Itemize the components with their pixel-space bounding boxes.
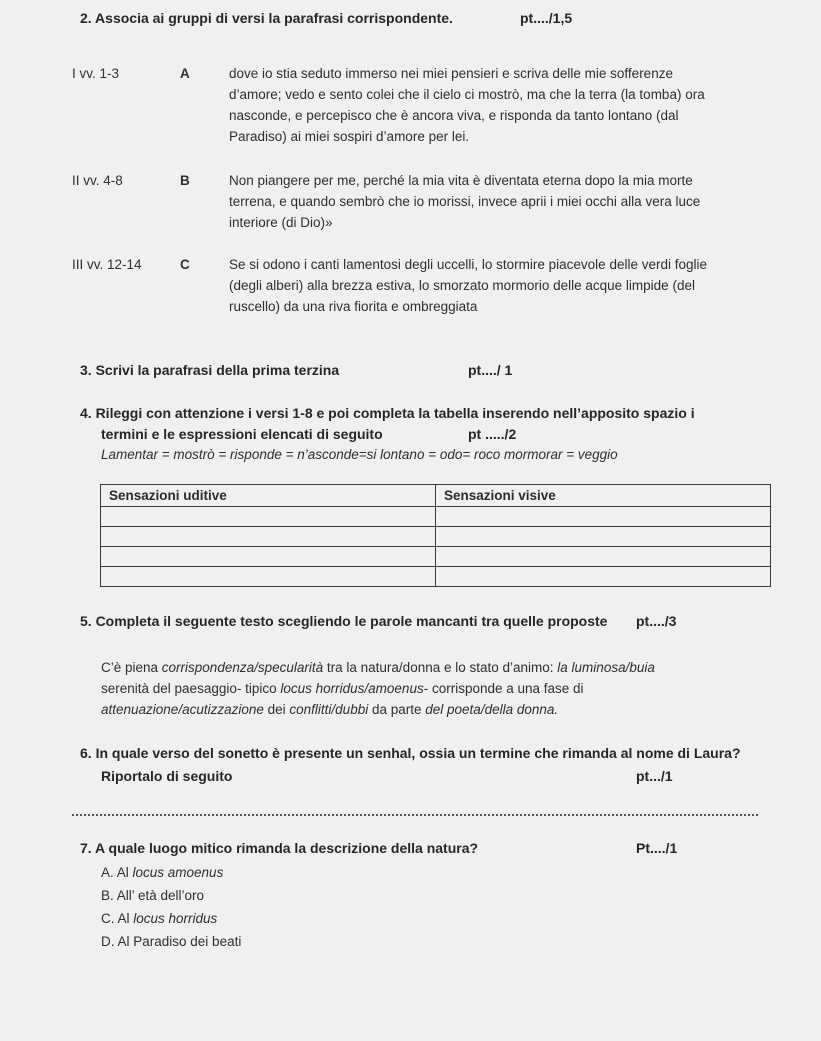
q6-subtitle: Riportalo di seguito (101, 768, 233, 784)
q5-choice[interactable]: conflitti/dubbi (289, 702, 369, 717)
table-row (101, 567, 771, 587)
table-cell[interactable] (101, 527, 436, 547)
option-a-text (229, 63, 705, 147)
option-c-line-2: (degli alberi) alla brezza estiva, lo smorzato mormorio delle acque limpide (del (229, 278, 695, 293)
option-prefix: C. Al (101, 911, 134, 926)
q5-choice[interactable]: la luminosa/buia (557, 660, 655, 675)
q5-text-span: - corrisponde a una fase di (423, 681, 584, 696)
option-text: locus amoenus (132, 865, 224, 880)
table-cell[interactable] (101, 567, 436, 587)
q7-points: Pt..../1 (636, 840, 678, 856)
q5-text (101, 657, 655, 720)
q6-title: 6. In quale verso del sonetto è presente un senhal, ossia un termine che rimanda al nome di Laura? (80, 745, 741, 761)
table-cell[interactable] (436, 547, 771, 567)
table-cell[interactable] (101, 507, 436, 527)
option-letter-b: B (180, 173, 190, 188)
option-prefix: D. Al Paradiso dei beati (101, 934, 242, 949)
option-c-text (229, 254, 707, 317)
q5-text-span: dei (263, 702, 290, 717)
group-label-2: II vv. 4-8 (72, 173, 123, 188)
q5-text-span: C’è piena (101, 660, 162, 675)
q4-title-line2: termini e le espressioni elencati di seguito (101, 426, 383, 442)
q7-option-d[interactable] (101, 934, 241, 949)
q4-points: pt ...../2 (468, 426, 517, 442)
option-b-line-1: Non piangere per me, perché la mia vita è diventata eterna dopo la mia morte (229, 173, 693, 188)
q3-points: pt..../ 1 (468, 362, 513, 378)
group-label-1: I vv. 1-3 (72, 66, 120, 81)
q7-option-b[interactable] (101, 888, 204, 903)
q5-line-1 (101, 657, 655, 678)
table-row (101, 527, 771, 547)
group-label-3: III vv. 12-14 (72, 257, 142, 272)
q7-option-c[interactable] (101, 911, 217, 926)
q5-text-span: da parte (368, 702, 426, 717)
q4-word-list: Lamentar = mostrò = risponde = n’asconde=si lontano = odo= roco mormorar = veggio (101, 447, 618, 462)
header-visual: Sensazioni visive (436, 485, 771, 507)
q2-title: 2. Associa ai gruppi di versi la parafrasi corrispondente. (80, 10, 453, 26)
header-auditory: Sensazioni uditive (101, 485, 436, 507)
option-a-line-4: Paradiso) ai miei sospiri d’amore per lei. (229, 129, 470, 144)
q7-title: 7. A quale luogo mitico rimanda la descrizione della natura? (80, 840, 479, 856)
q5-line-3 (101, 699, 655, 720)
table-cell[interactable] (436, 567, 771, 587)
q6-points: pt.../1 (636, 768, 673, 784)
answer-line[interactable] (72, 814, 758, 816)
table-header-row (101, 485, 771, 507)
q5-points: pt..../3 (636, 613, 677, 629)
option-letter-a: A (180, 66, 190, 81)
table-cell[interactable] (101, 547, 436, 567)
q5-choice[interactable]: attenuazione/acutizzazione (101, 702, 264, 717)
option-b-line-2: terrena, e quando sembrò che io morissi, invece aprii i miei occhi alla vera luce (229, 194, 701, 209)
q5-text-span: serenità del paesaggio- tipico (101, 681, 281, 696)
table-cell[interactable] (436, 507, 771, 527)
option-prefix: A. Al (101, 865, 133, 880)
option-a-line-2: d’amore; vedo e sento colei che il cielo ci mostrò, ma che la terra (la tomba) ora (229, 87, 705, 102)
q7-option-a[interactable] (101, 865, 223, 880)
q5-choice[interactable]: corrispondenza/specularità (161, 660, 324, 675)
q5-choice[interactable]: del poeta/della donna. (425, 702, 559, 717)
q4-title-line1: 4. Rileggi con attenzione i versi 1-8 e poi completa la tabella inserendo nell’apposito spazio i (80, 405, 695, 421)
option-letter-c: C (180, 257, 190, 272)
table-row (101, 547, 771, 567)
option-c-line-3: ruscello) da una riva fiorita e ombreggiata (229, 299, 478, 314)
option-c-line-1: Se si odono i canti lamentosi degli uccelli, lo stormire piacevole delle verdi foglie (229, 257, 707, 272)
q5-line-2 (101, 678, 655, 699)
option-text: locus horridus (133, 911, 218, 926)
q5-title: 5. Completa il seguente testo scegliendo le parole mancanti tra quelle proposte (80, 613, 608, 629)
option-b-line-3: interiore (di Dio)» (229, 215, 333, 230)
table-row (101, 507, 771, 527)
table-cell[interactable] (436, 527, 771, 547)
option-prefix: B. All’ età dell’oro (101, 888, 205, 903)
sensations-table (100, 484, 771, 587)
q5-choice[interactable]: locus horridus/amoenus (280, 681, 424, 696)
q3-title: 3. Scrivi la parafrasi della prima terzina (80, 362, 340, 378)
q2-points: pt..../1,5 (520, 10, 573, 26)
q5-text-span: tra la natura/donna e lo stato d’animo: (323, 660, 558, 675)
option-a-line-3: nasconde, e percepisco che è ancora viva, e risponda da tanto lontano (dal (229, 108, 679, 123)
option-b-text (229, 170, 700, 233)
option-a-line-1: dove io stia seduto immerso nei miei pensieri e scriva delle mie sofferenze (229, 66, 673, 81)
